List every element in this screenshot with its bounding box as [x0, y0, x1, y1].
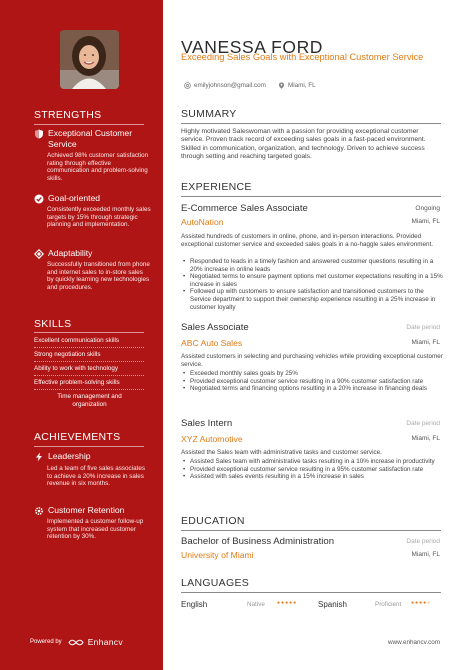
skills-title: SKILLS [34, 318, 72, 330]
check-shield-icon [34, 194, 44, 204]
location-pin-icon [278, 82, 285, 89]
languages-divider [181, 592, 441, 593]
achievement-item [34, 451, 149, 462]
skill-divider [34, 347, 144, 348]
skill-divider [34, 375, 144, 376]
rating-dot-icon: ● [285, 600, 290, 606]
language-name: Spanish [318, 600, 347, 609]
job-title: Sales Intern [181, 418, 233, 429]
brand-name[interactable]: Enhancv [87, 637, 123, 647]
job-location: Miami, FL [411, 339, 440, 346]
job-bullet: • Negotiated terms to ensure payment options met customer expectations resulting in a 15% increase in sales [181, 273, 443, 288]
job-bullet: • Provided exceptional customer service resulting in a 95% customer satisfaction rate [181, 466, 443, 474]
achievements-title: ACHIEVEMENTS [34, 431, 121, 443]
skill-item: Time management and organization [57, 393, 122, 408]
language-level: Proficient [375, 601, 402, 608]
language-rating [411, 600, 431, 606]
education-title: EDUCATION [181, 515, 245, 527]
skill-item: Effective problem-solving skills [34, 379, 120, 386]
rating-dot-icon: ● [281, 600, 286, 606]
email-text: emilyjohnson@gmail.com [194, 82, 266, 89]
experience-title: EXPERIENCE [181, 181, 252, 193]
rating-dot-icon: ● [411, 600, 416, 606]
education-location: Miami, FL [411, 551, 440, 558]
strengths-divider [34, 124, 144, 125]
summary-title: SUMMARY [181, 108, 237, 120]
strength-title: Adaptability [48, 248, 93, 258]
job-title: E-Commerce Sales Associate [181, 203, 308, 214]
job-bullet: • Assisted Sales team with administrative tasks resulting in a 10% increase in productivity [181, 458, 443, 466]
achievement-title: Customer Retention [48, 505, 125, 515]
job-date: Date period [406, 420, 440, 427]
lightning-icon [34, 452, 44, 462]
job-company: ABC Auto Sales [181, 338, 243, 348]
education-divider [181, 530, 441, 531]
enhancv-logo-icon [68, 638, 84, 647]
strength-title: Exceptional Customer Service [48, 128, 133, 149]
skill-divider [34, 361, 144, 362]
candidate-name: VANESSA FORD [181, 37, 324, 57]
job-location: Miami, FL [411, 435, 440, 442]
strength-title: Goal-oriented [48, 193, 101, 203]
rating-dot-icon: ● [419, 600, 424, 606]
job-date: Ongoing [415, 205, 440, 212]
rating-dot-icon: ● [415, 600, 420, 606]
education-school: University of Miami [181, 550, 254, 560]
job-company: AutoNation [181, 217, 224, 227]
achievement-item [34, 505, 149, 516]
powered-by [30, 637, 123, 647]
rating-dot-icon: ● [423, 600, 428, 606]
profile-photo [60, 30, 119, 89]
rating-dot-icon: ● [289, 600, 294, 606]
rating-dot-icon: ● [277, 600, 282, 606]
achievement-text: Implemented a customer follow-up system that increased customer retention by 30%. [47, 518, 144, 541]
skill-item: Strong negotiation skills [34, 351, 101, 358]
job-location: Miami, FL [411, 218, 440, 225]
skill-item: Ability to work with technology [34, 365, 118, 372]
strength-text: Successfully transitioned from phone and internet sales to in-store sales by quickly learning new technologies and procedures. [47, 261, 150, 291]
gear-icon [34, 506, 44, 516]
achievement-title: Leadership [48, 451, 91, 461]
languages-title: LANGUAGES [181, 577, 250, 589]
language-name: English [181, 600, 208, 609]
job-description: Assisted hundreds of customers in online, phone, and in-person interactions. Provided exceptional customer service and exceeded sales goals in a no-haggle sales environment. [181, 233, 434, 248]
strengths-title: STRENGTHS [34, 109, 102, 121]
job-bullets [181, 258, 443, 311]
job-bullets [181, 370, 443, 393]
at-sign-icon [184, 82, 191, 89]
powered-by-label: Powered by [30, 639, 62, 645]
sidebar [0, 0, 163, 670]
job-bullet: • Assisted with sales events resulting in a 15% increase in sales [181, 473, 443, 481]
strength-item [34, 128, 149, 149]
summary-divider [181, 123, 441, 124]
footer-website[interactable]: www.enhancv.com [387, 639, 440, 646]
shield-half-icon [34, 129, 44, 139]
achievement-text: Led a team of five sales associates to achieve a 20% increase in sales revenue in six months. [47, 465, 146, 488]
job-company: XYZ Automotive [181, 434, 243, 444]
education-date: Date period [406, 538, 440, 545]
language-rating [277, 600, 297, 606]
candidate-tagline: Exceeding Sales Goals with Exceptional Customer Service [181, 52, 424, 62]
experience-divider [181, 196, 441, 197]
diamond-icon [34, 249, 44, 259]
contact-email[interactable] [184, 82, 266, 89]
job-bullets [181, 458, 443, 481]
skills-divider [34, 332, 144, 333]
achievements-divider [34, 446, 144, 447]
job-bullet: • Provided exceptional customer service resulting in a 90% customer satisfaction rate [181, 378, 443, 386]
job-title: Sales Associate [181, 322, 249, 333]
rating-dot-icon: ● [427, 600, 432, 606]
location-text: Miami, FL [288, 82, 316, 89]
strength-item [34, 248, 149, 259]
skill-divider [34, 389, 144, 390]
strength-text: Consistently exceeded monthly sales targets by 15% through strategic planning and implementation. [47, 206, 151, 229]
skill-item: Excellent communication skills [34, 337, 120, 344]
job-bullet: • Negotiated terms and financing options resulting in a 20% increase in financing deals [181, 385, 443, 393]
strength-text: Achieved 98% customer satisfaction rating through effective communication and problem-solving skills. [47, 152, 149, 182]
education-degree: Bachelor of Business Administration [181, 536, 335, 547]
job-description: Assisted customers in selecting and purchasing vehicles while providing exceptional customer service. [181, 353, 443, 368]
strength-item [34, 193, 149, 204]
job-bullet: • Responded to leads in a timely fashion and answered customer questions resulting in a 20% increase in online leads [181, 258, 443, 273]
rating-dot-icon: ● [293, 600, 298, 606]
job-bullet: • Exceeded monthly sales goals by 25% [181, 370, 443, 378]
contact-location [278, 82, 316, 89]
language-level: Native [247, 601, 265, 608]
job-description: Assisted the Sales team with administrative tasks and customer service. [181, 449, 382, 456]
job-date: Date period [406, 324, 440, 331]
job-bullet: • Followed up with customers to ensure satisfaction and transitioned customers to the Service department to support their ownership experience resulting in a 25% increase in customer loyalty [181, 288, 443, 311]
summary-text: Highly motivated Saleswoman with a passion for providing exceptional customer service. Proven track record of exceeding sales goals in a fast-paced environment. Skilled in communication, organization, and technology. Driven to achieve success through setting and reaching targeted goals. [181, 128, 426, 161]
